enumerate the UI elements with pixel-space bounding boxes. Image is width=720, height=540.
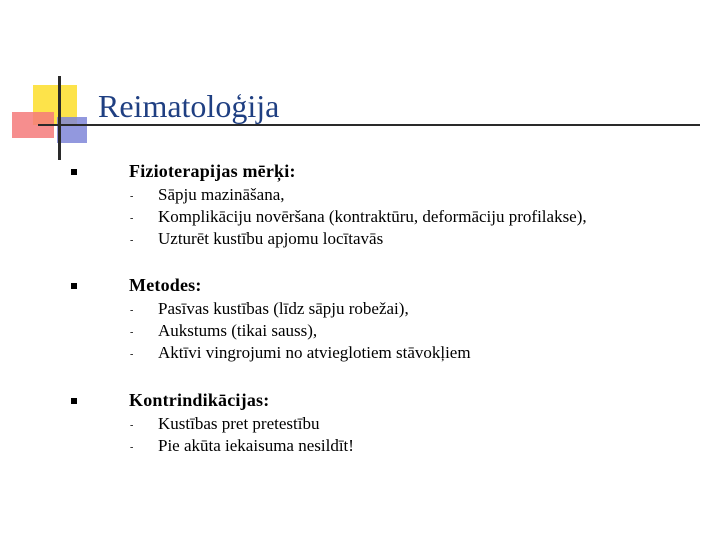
section-goals	[62, 158, 702, 250]
dash-icon: -	[130, 235, 134, 246]
square-bullet-icon	[71, 283, 77, 289]
list-item	[130, 206, 702, 228]
title-decoration	[0, 0, 720, 170]
dash-icon: -	[130, 213, 134, 224]
list-item	[130, 320, 702, 342]
list-item-text: Komplikāciju novēršana (kontraktūru, deformāciju profilakse),	[158, 207, 587, 226]
list-item	[130, 342, 702, 364]
list-item-text: Aktīvi vingrojumi no atvieglotiem stāvokļiem	[158, 343, 471, 362]
square-bullet-icon	[71, 398, 77, 404]
list-item	[130, 228, 702, 250]
section-contraindications	[62, 387, 702, 457]
slide-content	[62, 158, 702, 479]
list-item	[130, 184, 702, 206]
dash-icon: -	[130, 420, 134, 431]
slide-title: Reimatoloģija	[98, 88, 280, 124]
list-item-text: Uzturēt kustību apjomu locītavās	[158, 229, 384, 248]
list-item-text: Pie akūta iekaisuma nesildīt!	[158, 436, 354, 455]
dash-icon: -	[130, 349, 134, 360]
list-item-text: Sāpju mazināšana,	[158, 185, 285, 204]
list-item-text: Aukstums (tikai sauss),	[158, 321, 318, 340]
dash-icon: -	[130, 327, 134, 338]
dash-icon: -	[130, 442, 134, 453]
square-bullet-icon	[71, 169, 77, 175]
dash-icon: -	[130, 191, 134, 202]
decoration-blue-square	[57, 117, 87, 143]
list-item	[130, 413, 702, 435]
list-item-text: Pasīvas kustības (līdz sāpju robežai),	[158, 299, 409, 318]
list-item	[130, 298, 702, 320]
list-item-text: Kustības pret pretestību	[158, 414, 320, 433]
dash-icon: -	[130, 305, 134, 316]
decoration-vertical-line	[58, 76, 61, 160]
section-heading: Kontrindikācijas:	[129, 390, 270, 410]
section-heading: Metodes:	[129, 275, 202, 295]
section-heading: Fizioterapijas mērķi:	[129, 161, 296, 181]
list-item	[130, 435, 702, 457]
section-methods	[62, 272, 702, 364]
